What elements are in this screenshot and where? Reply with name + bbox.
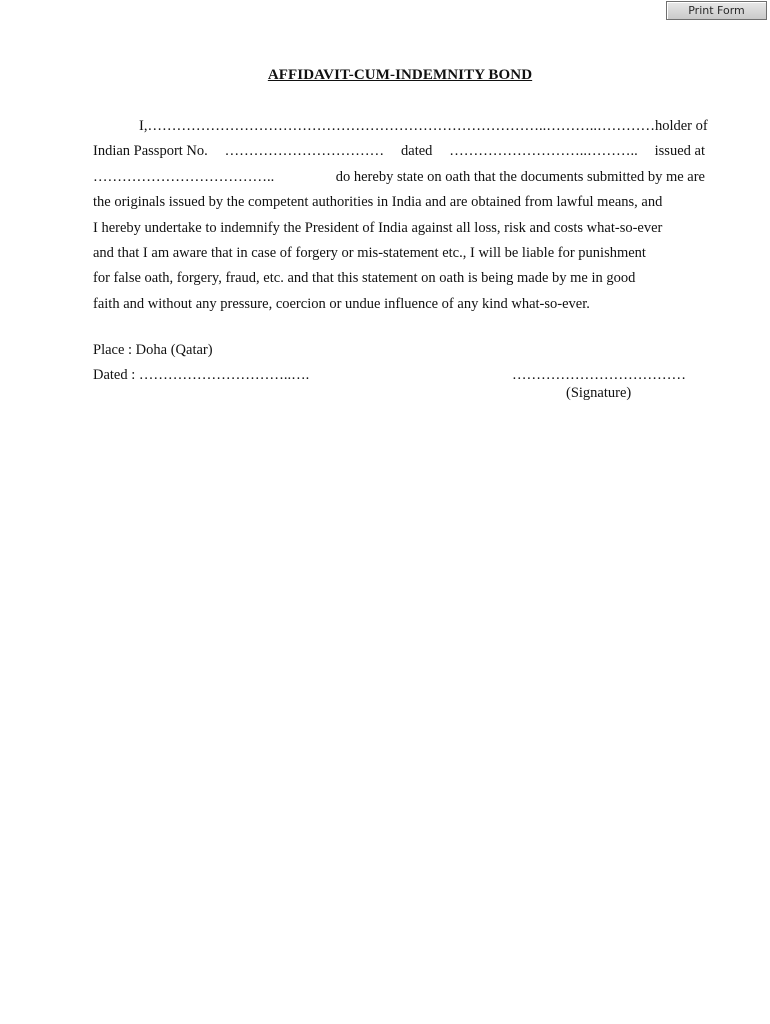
passport-blank: …………………………… [224,143,385,160]
print-form-button[interactable]: Print Form [666,1,767,20]
dated-label: Dated : [93,367,136,383]
body-line-8: faith and without any pressure, coercion or undue influence of any kind what-so-ever. [93,295,590,312]
issue-place-blank: ……………………………….. [93,168,275,185]
issued-at-text: issued at [654,143,705,160]
holder-of-text: holder of [654,118,708,134]
dated-text: dated [401,143,433,160]
body-line-2 [93,139,705,164]
date-blank: ………………………..……….. [449,143,638,160]
body-line-3 [93,165,705,190]
passport-label: Indian Passport No. [93,143,208,160]
oath-statement: do hereby state on oath that the documents submitted by me are [335,168,705,185]
dated-line [93,367,309,384]
document-title: AFFIDAVIT-CUM-INDEMNITY BOND [267,67,533,83]
declarant-prefix: I, [139,118,148,134]
body-line-6: and that I am aware that in case of forgery or mis-statement etc., I will be liable for punishment [93,244,646,261]
body-line-1 [93,114,708,139]
signature-blank: ……………………………… [512,367,686,383]
dated-blank: …………………………..…. [138,367,310,383]
affidavit-body [93,114,708,317]
body-line-4: the originals issued by the competent authorities in India and are obtained from lawful means, and [93,194,663,211]
name-blank: ………………………………………………………………………..………..………… [147,118,655,134]
signature-label: (Signature) [566,385,632,401]
body-line-7: for false oath, forgery, fraud, etc. and that this statement on oath is being made by me in good [93,270,636,287]
body-line-5: I hereby undertake to indemnify the President of India against all loss, risk and costs what-so-ever [93,219,663,236]
place-line: Place : Doha (Qatar) [93,342,213,358]
